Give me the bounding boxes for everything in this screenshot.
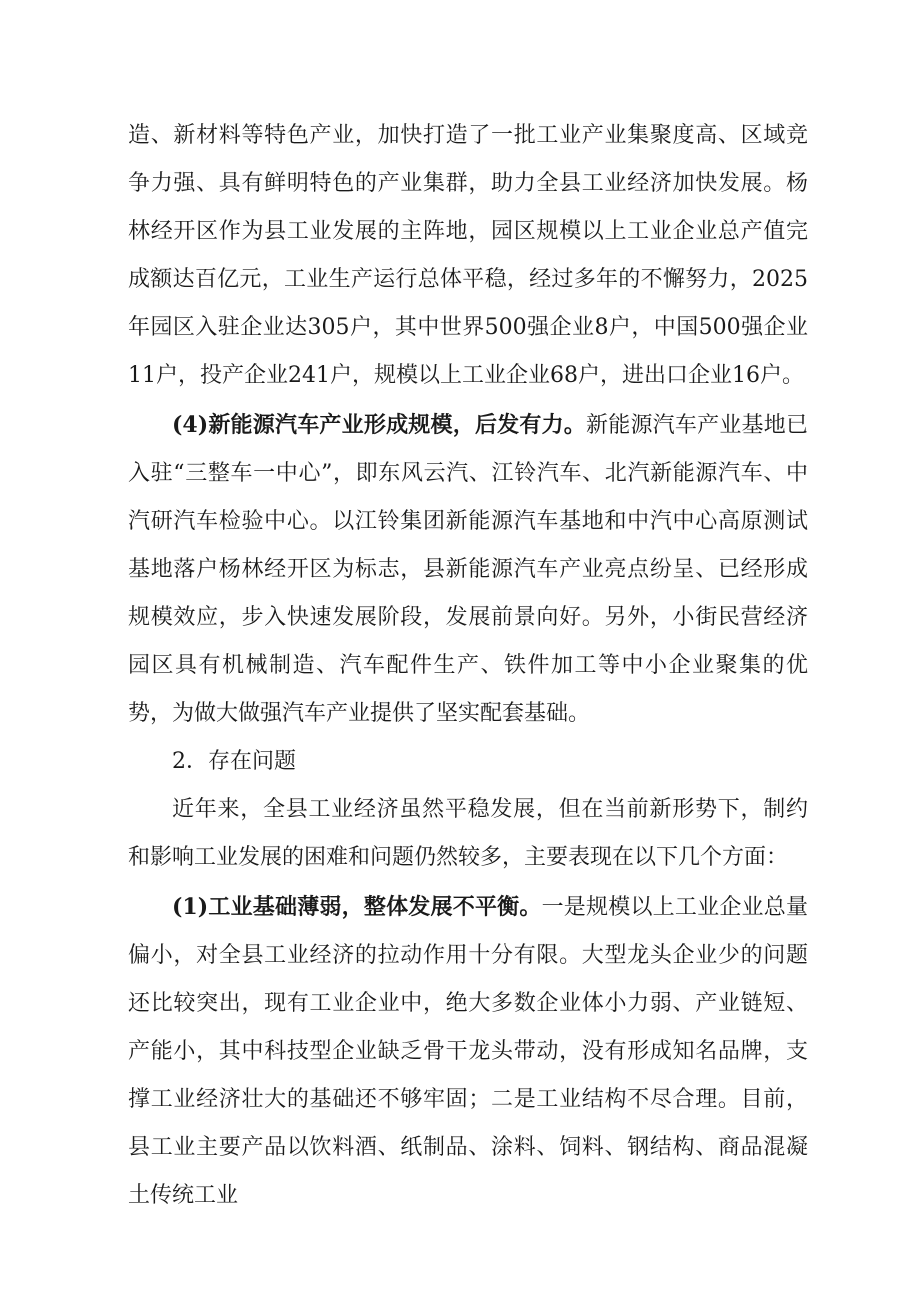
paragraph-new-energy-vehicles xyxy=(128,401,808,739)
paragraph-continuation: 造、新材料等特色产业，加快打造了一批工业产业集聚度高、区域竞争力强、具有鲜明特色的产业集群，助力全县工业经济加快发展。杨林经开区作为县工业发展的主阵地，园区规模以上工业企业总产值完成额达百亿元，工业生产运行总体平稳，经过多年的不懈努力，2025年园区入驻企业达305户，其中世界500强企业8户，中国500强企业11户，投产企业241户，规模以上工业企业68户，进出口企业16户。 xyxy=(128,123,808,389)
paragraph-heading: (1)工业基础薄弱，整体发展不平衡。 xyxy=(172,893,542,920)
paragraph-body: 一是规模以上工业企业总量偏小，对全县工业经济的拉动作用十分有限。大型龙头企业少的问题还比较突出，现有工业企业中，绝大多数企业体小力弱、产业链短、产能小，其中科技型企业缺乏骨干龙头带动，没有形成知名品牌，支撑工业经济壮大的基础还不够牢固；二是工业结构不尽合理。目前，县工业主要产品以饮料酒、纸制品、涂料、饲料、钢结构、商品混凝土传统工业 xyxy=(128,894,808,1209)
paragraph-industrial-base xyxy=(128,883,808,1221)
paragraph-problems-intro: 近年来，全县工业经济虽然平稳发展，但在当前新形势下，制约和影响工业发展的困难和问题仍然较多，主要表现在以下几个方面： xyxy=(128,797,808,871)
document-page xyxy=(128,112,808,1220)
paragraph-body: 新能源汽车产业基地已入驻“三整车一中心”，即东风云汽、江铃汽车、北汽新能源汽车、中汽研汽车检验中心。以江铃集团新能源汽车基地和中汽中心高原测试基地落户杨林经开区为标志，县新能源汽车产业亮点纷呈、已经形成规模效应，步入快速发展阶段，发展前景向好。另外，小街民营经济园区具有机械制造、汽车配件生产、铁件加工等中小企业聚集的优势，为做大做强汽车产业提供了坚实配套基础。 xyxy=(128,412,808,727)
paragraph-heading: (4)新能源汽车产业形成规模，后发有力。 xyxy=(172,411,587,438)
section-heading-problems: 2．存在问题 xyxy=(172,749,296,775)
